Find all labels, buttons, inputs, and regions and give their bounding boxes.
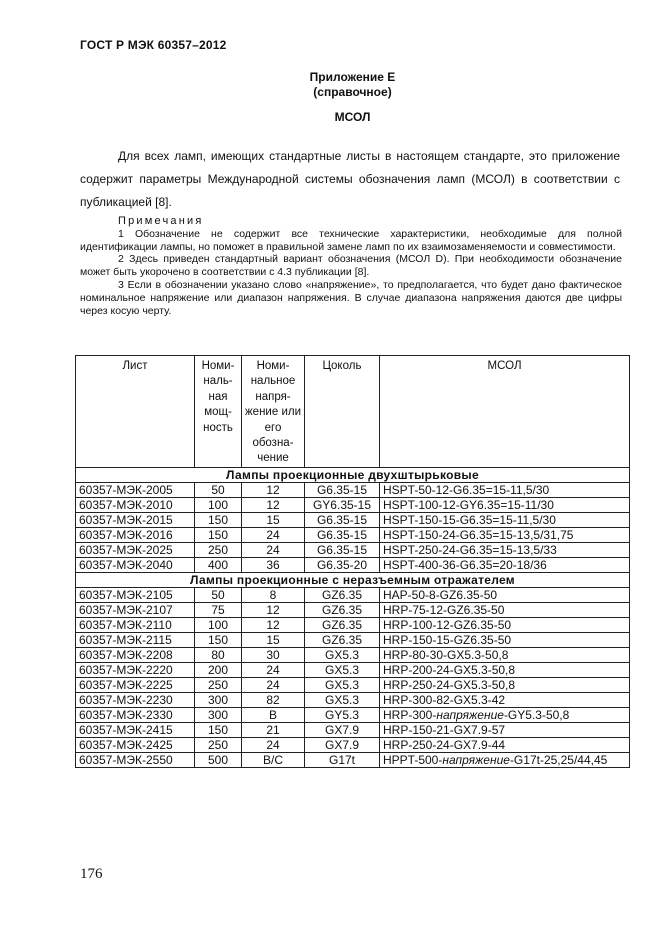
cell-voltage: 30	[242, 648, 305, 663]
cell-ilcos: HSPT-150-15-G6.35=15-11,5/30	[380, 513, 630, 528]
cell-power: 300	[195, 693, 242, 708]
cell-sheet: 60357-МЭК-2115	[76, 633, 195, 648]
ilcos-table	[75, 355, 630, 768]
header-ilcos: МСОЛ	[380, 356, 630, 468]
cell-power: 250	[195, 678, 242, 693]
cell-ilcos: HRP-250-24-GX7.9-44	[380, 738, 630, 753]
table-row	[76, 558, 630, 573]
cell-power: 300	[195, 708, 242, 723]
table-row	[76, 603, 630, 618]
cell-ilcos: HRP-300-82-GX5.3-42	[380, 693, 630, 708]
cell-ilcos: HRP-200-24-GX5.3-50,8	[380, 663, 630, 678]
cell-power: 400	[195, 558, 242, 573]
header-base: Цоколь	[305, 356, 380, 468]
cell-voltage: 82	[242, 693, 305, 708]
cell-base: G17t	[305, 753, 380, 768]
cell-power: 150	[195, 528, 242, 543]
table-body	[76, 468, 630, 768]
notes-block	[80, 215, 622, 317]
table-row	[76, 648, 630, 663]
appendix-label: Приложение Е	[309, 70, 396, 84]
cell-voltage: 12	[242, 483, 305, 498]
cell-ilcos: HSPT-100-12-GY6.35=15-11/30	[380, 498, 630, 513]
cell-base: GX5.3	[305, 693, 380, 708]
cell-base: GX5.3	[305, 663, 380, 678]
table-group-row	[76, 468, 630, 483]
table-row	[76, 693, 630, 708]
cell-voltage: 15	[242, 633, 305, 648]
cell-voltage: 12	[242, 603, 305, 618]
cell-base: GX7.9	[305, 738, 380, 753]
notes-heading: Примечания	[118, 215, 204, 227]
cell-base: G6.35-15	[305, 513, 380, 528]
table-row	[76, 678, 630, 693]
cell-ilcos: HAP-50-8-GZ6.35-50	[380, 588, 630, 603]
note-item: 1 Обозначение не содержит все технические характеристики, необходимые для полной идентификации лампы, но поможет в правильной замене ламп по их взаимозаменяемости и совместимости.	[80, 227, 622, 253]
cell-voltage: 24	[242, 663, 305, 678]
cell-voltage: 24	[242, 678, 305, 693]
ilcos-part: HRP-300-	[383, 708, 437, 722]
table-row	[76, 708, 630, 723]
cell-voltage: 8	[242, 588, 305, 603]
cell-ilcos: HSPT-250-24-G6.35=15-13,5/33	[380, 543, 630, 558]
cell-ilcos: HRP-150-15-GZ6.35-50	[380, 633, 630, 648]
cell-sheet: 60357-МЭК-2107	[76, 603, 195, 618]
ilcos-voltage-word: напряжение	[436, 708, 504, 722]
table-row	[76, 723, 630, 738]
cell-sheet: 60357-МЭК-2415	[76, 723, 195, 738]
cell-ilcos: HRP-80-30-GX5.3-50,8	[380, 648, 630, 663]
section-title	[0, 110, 661, 124]
note-item: 3 Если в обозначении указано слово «напряжение», то предполагается, что будет дано фактическое номинальное напряжение или диапазон напряжения. В случае диапазона напряжения даются две цифры через косую черту.	[80, 278, 622, 317]
cell-base: G6.35-15	[305, 483, 380, 498]
ilcos-part: -GY5.3-50,8	[503, 708, 570, 722]
table-row	[76, 663, 630, 678]
cell-voltage: 12	[242, 618, 305, 633]
ilcos-part: -G17t-25,25/44,45	[509, 753, 608, 767]
cell-voltage: 36	[242, 558, 305, 573]
table-row	[76, 588, 630, 603]
table-row	[76, 753, 630, 768]
page-number: 176	[80, 866, 103, 882]
cell-voltage: B	[242, 708, 305, 723]
table-row	[76, 618, 630, 633]
cell-power: 80	[195, 648, 242, 663]
cell-power: 75	[195, 603, 242, 618]
header-sheet: Лист	[76, 356, 195, 468]
header-voltage: Номи-нальное напря-жение или его обозна-чение	[242, 356, 305, 468]
cell-power: 250	[195, 543, 242, 558]
note-item: 2 Здесь приведен стандартный вариант обозначения (МСОЛ D). При необходимости обозначение может быть укорочено в соответствии с 4.3 публикации [8].	[80, 253, 622, 279]
cell-ilcos: HSPT-50-12-G6.35=15-11,5/30	[380, 483, 630, 498]
cell-sheet: 60357-МЭК-2040	[76, 558, 195, 573]
cell-ilcos	[380, 753, 630, 768]
cell-ilcos: HRP-250-24-GX5.3-50,8	[380, 678, 630, 693]
cell-sheet: 60357-МЭК-2208	[76, 648, 195, 663]
cell-voltage: 15	[242, 513, 305, 528]
table-header-row	[76, 356, 630, 468]
cell-base: GX5.3	[305, 648, 380, 663]
table-row	[76, 498, 630, 513]
table-row	[76, 513, 630, 528]
cell-base: G6.35-15	[305, 528, 380, 543]
cell-ilcos: HSPT-400-36-G6.35=20-18/36	[380, 558, 630, 573]
cell-base: G6.35-15	[305, 543, 380, 558]
cell-base: GZ6.35	[305, 603, 380, 618]
cell-power: 150	[195, 513, 242, 528]
cell-power: 200	[195, 663, 242, 678]
cell-power: 150	[195, 723, 242, 738]
table-row	[76, 483, 630, 498]
cell-ilcos	[380, 708, 630, 723]
cell-ilcos: HSPT-150-24-G6.35=15-13,5/31,75	[380, 528, 630, 543]
table-row	[76, 738, 630, 753]
cell-sheet: 60357-МЭК-2010	[76, 498, 195, 513]
cell-ilcos: HRP-75-12-GZ6.35-50	[380, 603, 630, 618]
appendix-kind: (справочное)	[313, 85, 392, 99]
group-title: Лампы проекционные с неразъемным отражателем	[76, 573, 630, 588]
cell-power: 50	[195, 588, 242, 603]
cell-sheet: 60357-МЭК-2105	[76, 588, 195, 603]
cell-sheet: 60357-МЭК-2425	[76, 738, 195, 753]
cell-sheet: 60357-МЭК-2110	[76, 618, 195, 633]
cell-sheet: 60357-МЭК-2016	[76, 528, 195, 543]
ilcos-voltage-word: напряжение	[442, 753, 510, 767]
cell-base: G6.35-20	[305, 558, 380, 573]
cell-base: GZ6.35	[305, 618, 380, 633]
table-row	[76, 528, 630, 543]
cell-sheet: 60357-МЭК-2230	[76, 693, 195, 708]
cell-voltage: 12	[242, 498, 305, 513]
cell-base: GZ6.35	[305, 588, 380, 603]
cell-ilcos: HRP-100-12-GZ6.35-50	[380, 618, 630, 633]
table-row	[76, 543, 630, 558]
standard-header: ГОСТ Р МЭК 60357–2012	[80, 38, 227, 52]
cell-sheet: 60357-МЭК-2225	[76, 678, 195, 693]
cell-voltage: B/C	[242, 753, 305, 768]
cell-voltage: 21	[242, 723, 305, 738]
cell-power: 150	[195, 633, 242, 648]
cell-sheet: 60357-МЭК-2025	[76, 543, 195, 558]
cell-base: GY6.35-15	[305, 498, 380, 513]
cell-sheet: 60357-МЭК-2015	[76, 513, 195, 528]
cell-power: 50	[195, 483, 242, 498]
table-group-row	[76, 573, 630, 588]
cell-power: 100	[195, 618, 242, 633]
ilcos-part: HPPT-500-	[383, 753, 443, 767]
cell-base: GX7.9	[305, 723, 380, 738]
table-row	[76, 633, 630, 648]
cell-sheet: 60357-МЭК-2005	[76, 483, 195, 498]
cell-power: 100	[195, 498, 242, 513]
section-name: МСОЛ	[334, 110, 371, 124]
cell-base: GX5.3	[305, 678, 380, 693]
cell-voltage: 24	[242, 738, 305, 753]
cell-sheet: 60357-МЭК-2550	[76, 753, 195, 768]
cell-ilcos: HRP-150-21-GX7.9-57	[380, 723, 630, 738]
cell-power: 250	[195, 738, 242, 753]
cell-sheet: 60357-МЭК-2220	[76, 663, 195, 678]
intro-paragraph: Для всех ламп, имеющих стандартные листы в настоящем стандарте, это приложение содержит параметры Международной системы обозначения ламп (МСОЛ) в соответствии с публикацией [8].	[80, 149, 620, 209]
group-title: Лампы проекционные двухштырьковые	[76, 468, 630, 483]
cell-power: 500	[195, 753, 242, 768]
cell-sheet: 60357-МЭК-2330	[76, 708, 195, 723]
cell-voltage: 24	[242, 528, 305, 543]
cell-base: GZ6.35	[305, 633, 380, 648]
appendix-title	[0, 70, 661, 100]
cell-base: GY5.3	[305, 708, 380, 723]
header-power: Номи-наль-ная мощ-ность	[195, 356, 242, 468]
cell-voltage: 24	[242, 543, 305, 558]
